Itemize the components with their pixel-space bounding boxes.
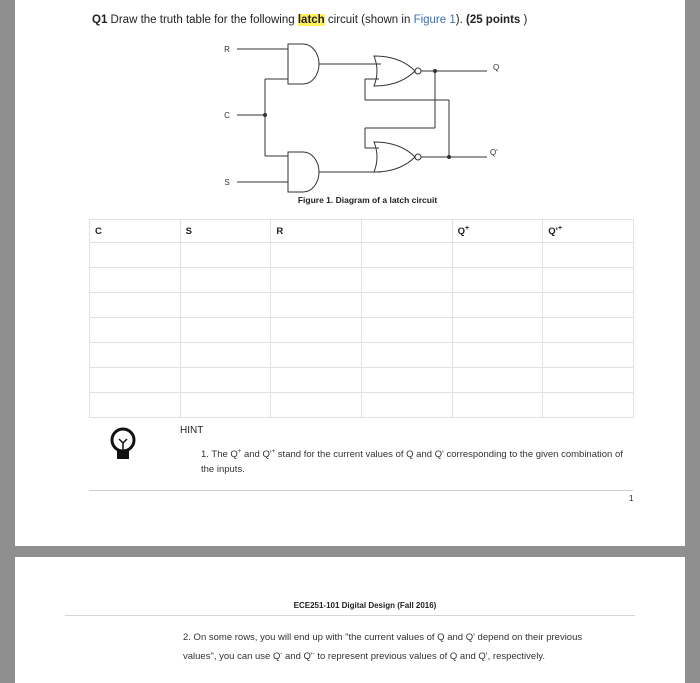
- figure-caption: Figure 1. Diagram of a latch circuit: [297, 195, 438, 205]
- table-row: [90, 368, 634, 393]
- table-cell[interactable]: [361, 343, 452, 368]
- table-cell[interactable]: [543, 293, 634, 318]
- label-r: R: [224, 45, 230, 54]
- table-cell[interactable]: [361, 268, 452, 293]
- nor-bottom-bubble: [415, 154, 421, 160]
- table-cell[interactable]: [361, 293, 452, 318]
- table-cell[interactable]: [452, 393, 543, 418]
- table-row: [90, 293, 634, 318]
- table-cell[interactable]: [543, 368, 634, 393]
- table-cell[interactable]: [90, 243, 181, 268]
- course-header: ECE251-101 Digital Design (Fall 2016): [293, 601, 437, 610]
- table-cell[interactable]: [271, 243, 362, 268]
- points-label: (25 points: [465, 14, 521, 26]
- table-cell[interactable]: [180, 268, 271, 293]
- table-cell[interactable]: [361, 243, 452, 268]
- truth-table: [89, 219, 634, 418]
- label-qbar: Q': [490, 148, 498, 157]
- table-cell[interactable]: [90, 268, 181, 293]
- junction-c: [263, 113, 267, 117]
- table-cell[interactable]: [452, 368, 543, 393]
- header-blank: [361, 220, 452, 243]
- question-prompt: [92, 14, 527, 26]
- hint-item-2: 2. On some rows, you will end up with "the current values of Q and Q' depend on their previous values", you can use Q- and Q'- to represent previous values of Q and Q', respectively.: [183, 632, 583, 663]
- figure-link[interactable]: Figure 1: [413, 14, 456, 26]
- hint-title: HINT: [180, 425, 204, 436]
- and-gate-bottom: [288, 152, 319, 192]
- table-cell[interactable]: [543, 393, 634, 418]
- page-2: [15, 557, 685, 683]
- nor-gate-bottom: [374, 142, 415, 172]
- table-cell[interactable]: [180, 343, 271, 368]
- table-cell[interactable]: [271, 293, 362, 318]
- question-text: Draw the truth table for the following: [110, 14, 295, 26]
- header-c: C: [90, 220, 181, 243]
- label-q: Q: [493, 63, 500, 72]
- header-r: R: [271, 220, 362, 243]
- table-cell[interactable]: [271, 318, 362, 343]
- label-c: C: [224, 111, 230, 120]
- junction-qbar: [447, 155, 451, 159]
- header-s: S: [180, 220, 271, 243]
- table-cell[interactable]: [543, 268, 634, 293]
- table-cell[interactable]: [543, 343, 634, 368]
- table-cell[interactable]: [452, 243, 543, 268]
- table-cell[interactable]: [180, 318, 271, 343]
- table-cell[interactable]: [90, 343, 181, 368]
- table-cell[interactable]: [180, 293, 271, 318]
- table-cell[interactable]: [90, 318, 181, 343]
- latch-circuit-diagram: [215, 38, 505, 193]
- table-row: [90, 243, 634, 268]
- table-cell[interactable]: [180, 368, 271, 393]
- table-cell[interactable]: [180, 243, 271, 268]
- table-cell[interactable]: [271, 393, 362, 418]
- table-cell[interactable]: [543, 318, 634, 343]
- header-row: [90, 220, 634, 243]
- table-cell[interactable]: [452, 293, 543, 318]
- table-cell[interactable]: [90, 293, 181, 318]
- page-1: [15, 0, 685, 546]
- hint-item-1: 1. The Q+ and Q'+ stand for the current values of Q and Q' corresponding to the given combination of the inputs.: [201, 449, 623, 476]
- truth-table-body: [90, 243, 634, 418]
- page-number: 1: [629, 494, 634, 503]
- table-cell[interactable]: [361, 393, 452, 418]
- highlighted-keyword: latch: [297, 14, 325, 26]
- lightbulb-icon: [108, 427, 138, 461]
- table-row: [90, 268, 634, 293]
- header-q-plus: Q+: [452, 220, 543, 243]
- table-cell[interactable]: [452, 268, 543, 293]
- nor-top-bubble: [415, 68, 421, 74]
- table-cell[interactable]: [90, 393, 181, 418]
- table-cell[interactable]: [271, 343, 362, 368]
- question-number: Q1: [92, 14, 108, 26]
- table-row: [90, 343, 634, 368]
- junction-q: [433, 69, 437, 73]
- question-text-post: ).: [455, 14, 463, 26]
- points-close: ): [523, 14, 528, 26]
- table-cell[interactable]: [271, 368, 362, 393]
- table-cell[interactable]: [271, 268, 362, 293]
- table-row: [90, 393, 634, 418]
- table-cell[interactable]: [452, 318, 543, 343]
- header-rule: [65, 615, 635, 616]
- and-gate-top: [288, 44, 319, 84]
- header-qbar-plus: Q'+: [543, 220, 634, 243]
- label-s: S: [224, 178, 230, 187]
- table-cell[interactable]: [361, 318, 452, 343]
- table-cell[interactable]: [543, 243, 634, 268]
- question-text-mid: circuit (shown in: [327, 14, 411, 26]
- table-row: [90, 318, 634, 343]
- table-cell[interactable]: [361, 368, 452, 393]
- table-cell[interactable]: [180, 393, 271, 418]
- table-cell[interactable]: [90, 368, 181, 393]
- nor-gate-top: [374, 56, 415, 86]
- table-cell[interactable]: [452, 343, 543, 368]
- divider: [89, 490, 633, 491]
